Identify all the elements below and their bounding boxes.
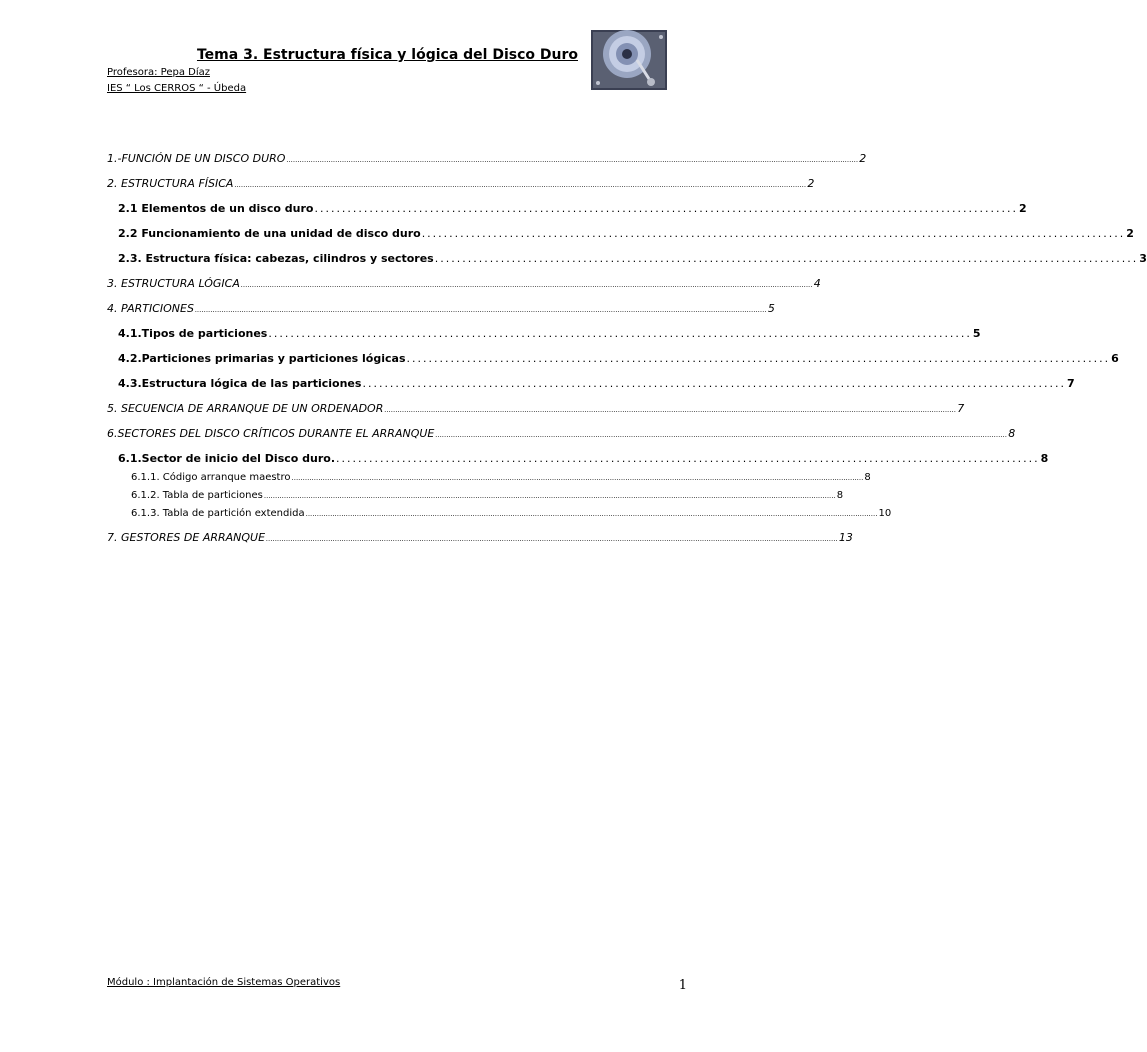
- toc-entry[interactable]: 4.2.Particiones primarias y particiones lógicas ................................................................................................................................ 6: [118, 352, 1119, 365]
- toc-entry[interactable]: 5. SECUENCIA DE ARRANQUE DE UN ORDENADOR ................................................................................................................................................................................................................................................................. 7: [107, 402, 965, 415]
- document-title: Tema 3. Estructura física y lógica del Disco Duro: [196, 47, 578, 63]
- toc-entry[interactable]: 7. GESTORES DE ARRANQUE ................................................................................................................................................................................................................................................................. 13: [107, 531, 853, 544]
- toc-entry[interactable]: 6.SECTORES DEL DISCO CRÍTICOS DURANTE EL ARRANQUE ................................................................................................................................................................................................................................................................. 8: [107, 427, 1016, 440]
- toc-entry[interactable]: 6.1.2. Tabla de particiones ................................................................................................................................................................................................................................................................. 8: [131, 490, 844, 501]
- toc-entry[interactable]: 4. PARTICIONES ................................................................................................................................................................................................................................................................. 5: [107, 302, 775, 315]
- toc-entry[interactable]: 2. ESTRUCTURA FÍSICA ................................................................................................................................................................................................................................................................. 2: [107, 177, 815, 190]
- teacher-line: Profesora: Pepa Díaz: [107, 67, 210, 78]
- toc-entry[interactable]: 2.3. Estructura física: cabezas, cilindros y sectores ................................................................................................................................ 3: [118, 252, 1147, 265]
- toc-entry[interactable]: 6.1.Sector de inicio del Disco duro. ................................................................................................................................ 8: [118, 452, 1049, 465]
- toc-entry[interactable]: 2.1 Elementos de un disco duro ................................................................................................................................ 2: [118, 202, 1027, 215]
- hard-disk-icon: [591, 30, 667, 90]
- toc-entry[interactable]: 1.-FUNCIÓN DE UN DISCO DURO ................................................................................................................................................................................................................................................................. 2: [107, 152, 867, 165]
- school-line: IES “ Los CERROS “ - Úbeda: [107, 83, 247, 94]
- toc-entry[interactable]: 4.1.Tipos de particiones ................................................................................................................................ 5: [118, 327, 981, 340]
- footer-module: Módulo : Implantación de Sistemas Operativos: [107, 977, 341, 988]
- toc-entry[interactable]: 6.1.3. Tabla de partición extendida ................................................................................................................................................................................................................................................................. 10: [131, 508, 892, 519]
- toc-entry[interactable]: 6.1.1. Código arranque maestro ................................................................................................................................................................................................................................................................. 8: [131, 472, 871, 483]
- page-number: 1: [678, 978, 687, 993]
- table-of-contents: [107, 140, 1147, 544]
- toc-entry[interactable]: 2.2 Funcionamiento de una unidad de disco duro ................................................................................................................................ 2: [118, 227, 1134, 240]
- toc-entry[interactable]: 4.3.Estructura lógica de las particiones ................................................................................................................................ 7: [118, 377, 1075, 390]
- toc-entry[interactable]: 3. ESTRUCTURA LÓGICA ................................................................................................................................................................................................................................................................. 4: [107, 277, 821, 290]
